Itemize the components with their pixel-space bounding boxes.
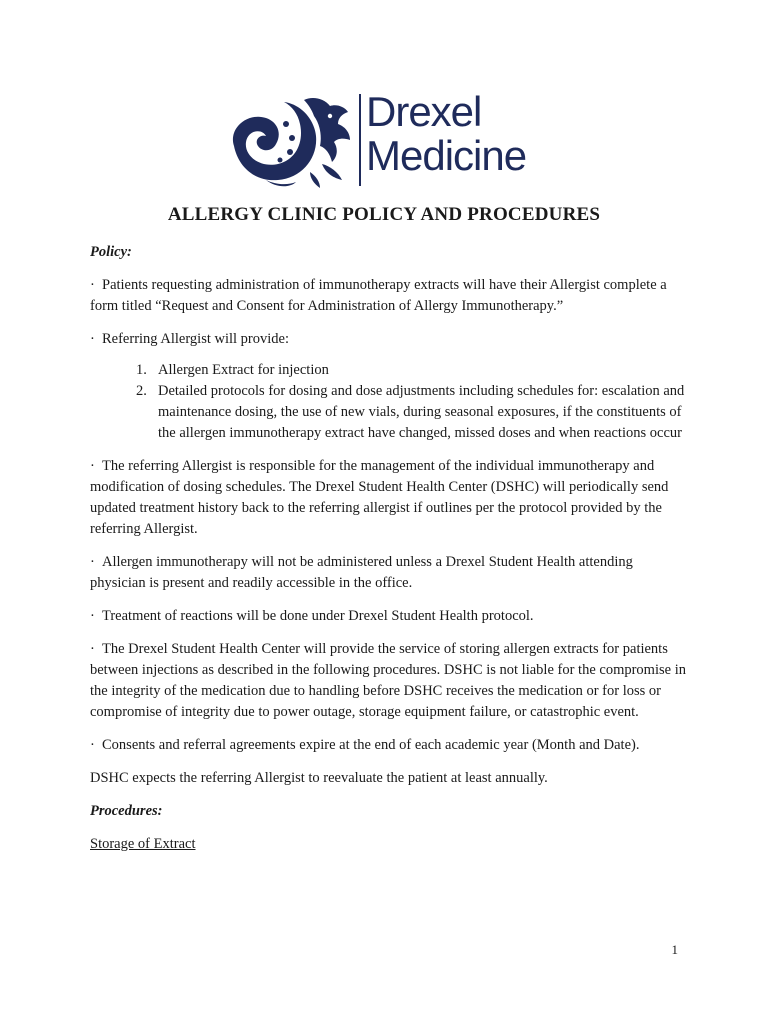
provided-items-list (90, 360, 690, 444)
drexel-medicine-logo (226, 90, 546, 190)
document-body (90, 242, 690, 855)
policy-text-3: The referring Allergist is responsible for the management of the individual immunotherapy and modification of dosing schedules. The Drexel Student Health Center (DSHC) will periodically send updated treatment history back to the referring allergist if outlines per the protocol provided by the referring Allergist. (90, 458, 669, 537)
logo-divider (359, 94, 361, 186)
policy-paragraph-3 (90, 456, 690, 540)
policy-paragraph-4 (90, 552, 690, 594)
document-title: ALLERGY CLINIC POLICY AND PROCEDURES (167, 204, 601, 225)
page-number: 1 (671, 942, 678, 957)
dragon-icon (226, 94, 354, 188)
policy-paragraph-8: DSHC expects the referring Allergist to reevaluate the patient at least annually. (90, 770, 548, 786)
policy-paragraph-5 (90, 606, 690, 627)
bullet-dot: · (90, 641, 95, 657)
policy-text-5: Treatment of reactions will be done under Drexel Student Health protocol. (102, 608, 534, 624)
bullet-dot: · (90, 331, 95, 347)
policy-paragraph-1 (90, 275, 690, 317)
logo-wordmark (366, 90, 526, 178)
logo-line-medicine: Medicine (366, 132, 527, 179)
storage-of-extract-subheading: Storage of Extract (90, 836, 196, 852)
list-item (90, 381, 690, 444)
policy-paragraph-2 (90, 329, 690, 350)
policy-paragraph-7 (90, 735, 690, 756)
bullet-dot: · (90, 458, 95, 474)
procedures-heading: Procedures: (90, 803, 163, 819)
policy-text-1: Patients requesting administration of immunotherapy extracts will have their Allergist complete a form titled “Request and Consent for Administration of Allergy Immunotherapy.” (90, 277, 667, 314)
bullet-dot: · (90, 737, 95, 753)
policy-text-4: Allergen immunotherapy will not be administered unless a Drexel Student Health attending physician is present and readily accessible in the office. (90, 554, 633, 591)
list-item-text: Detailed protocols for dosing and dose adjustments including schedules for: escalation and maintenance dosing, the use of new vials, during seasonal exposures, if the constituents of the allergen immunotherapy extract have changed, missed doses and when reactions occur (158, 383, 685, 441)
policy-text-7: Consents and referral agreements expire at the end of each academic year (Month and Date). (102, 737, 640, 753)
policy-paragraph-6 (90, 639, 690, 723)
list-item-text: Allergen Extract for injection (158, 362, 329, 378)
bullet-dot: · (90, 608, 95, 624)
bullet-dot: · (90, 277, 95, 293)
policy-text-2: Referring Allergist will provide: (102, 331, 289, 347)
policy-heading: Policy: (90, 244, 132, 260)
bullet-dot: · (90, 554, 95, 570)
list-item-number: 1. (136, 362, 147, 378)
policy-text-6: The Drexel Student Health Center will provide the service of storing allergen extracts for patients between injections as described in the following procedures. DSHC is not liable for the compromise in the integrity of the medication due to handling before DSHC receives the medication or for loss or compromise of integrity due to power outage, storage equipment failure, or catastrophic event. (90, 641, 686, 720)
list-item-number: 2. (136, 383, 147, 399)
logo-line-drexel: Drexel (366, 88, 482, 135)
list-item (90, 360, 690, 381)
